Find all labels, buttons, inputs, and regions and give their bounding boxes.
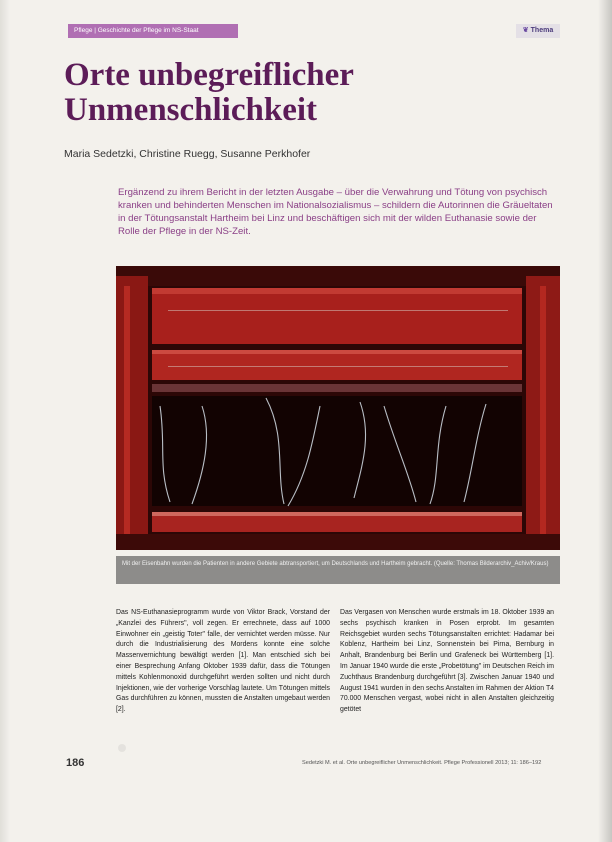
- photo-caption: [116, 556, 560, 584]
- page-number: 186: [66, 757, 85, 769]
- footer-reference: Sedetzki M. et al. Orte unbegreiflicher Unmenschlichkeit. Pflege Professionell 2013; 11: 186–192: [302, 760, 542, 766]
- leaf-icon: ❦: [522, 27, 529, 34]
- article-authors: Maria Sedetzki, Christine Ruegg, Susanne Perkhofer: [64, 148, 311, 160]
- article-lead: Ergänzend zu ihrem Bericht in der letzten Ausgabe – über die Verwahrung und Tötung von psychisch kranken und behinderten Menschen im Nationalsozialismus – schildern die Autorinnen die Gräueltaten in der Tötungsanstalt Hartheim bei Linz und beschäftigen sich mit der wilden Euthanasie sowie der Rolle der Pflege in der NS-Zeit.: [118, 187, 553, 237]
- article-photo: [116, 266, 560, 550]
- caption-text: Mit der Eisenbahn wurden die Patienten in andere Gebiete abtransportiert, um Deutschlands und Hartheim gebracht. (Quelle: Thomas Bilderarchiv_Achiv/Kraus): [122, 561, 549, 567]
- body-column-left: Das NS-Euthanasieprogramm wurde von Viktor Brack, Vorstand der „Kanzlei des Führers", voll zegen. Er errechnete, dass auf 1000 Einwohner ein „geistig Toter" falle, der vernichtet werden müsse. Nur durch die Industrialisierung des Mordens konnte eine solche Massenvernichtung bewältigt werden [1]. Man entschied sich bei einer Besprechung Anfang Oktober 1939 dafür, dass die Tötungen mittels Kohlenmonoxid durchgeführt werden sollten und nicht durch Injektionen, wie der vorherige Vorschlag lautete. Um Tötungen mittels Gas durchführen zu können, mussten die Anstalten umgebaut werden [2].: [116, 609, 330, 714]
- topic-tag: [516, 24, 560, 38]
- section-rubric: [68, 24, 238, 38]
- rubric-label: Pflege | Geschichte der Pflege im NS-Staat: [74, 27, 199, 34]
- topic-tag-label: Thema: [530, 27, 554, 34]
- scan-left-shadow: [0, 0, 10, 842]
- scan-smudge: [118, 744, 126, 752]
- scan-right-shadow: [598, 0, 612, 842]
- article-title: Orte unbegreiflicher Unmenschlichkeit: [64, 57, 354, 128]
- body-column-right: Das Vergasen von Menschen wurde erstmals im 18. Oktober 1939 an sechs psychisch kranken in Posen erprobt. Im gesamten Reichsgebiet wurden sechs Tötungsanstalten errichtet: Hadamar bei Koblenz, Hartheim bei Linz, Sonnenstein bei Pirna, Bernburg in Anhalt, Brandenburg bei Berlin und Grafeneck bei Württemberg [1]. Im Januar 1940 wurde die erste „Probetötung" im Deutschen Reich im Zuchthaus Brandenburg durchgeführt [3]. Zwischen Januar 1940 und August 1941 wurden in den sechs Anstalten im Rahmen der Aktion T4 70.000 Menschen vergast, wobei nicht in allen Anstalten gleichzeitig getötet: [340, 609, 554, 714]
